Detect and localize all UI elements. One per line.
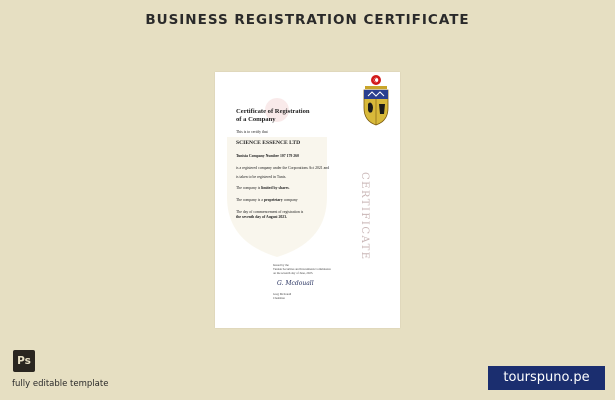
photoshop-icon: Ps	[13, 350, 35, 372]
issued-line1: Issued by the	[273, 263, 289, 267]
certificate-watermark: CERTIFICATE	[359, 172, 370, 261]
proprietary-prefix: The company is a	[236, 198, 264, 202]
limited-suffix: .	[288, 186, 290, 190]
proprietary-bold: proprietary	[263, 198, 283, 202]
proprietary-suffix: company	[282, 198, 298, 202]
certificate-title-line2: of a Company	[236, 116, 276, 123]
signer-block	[273, 293, 291, 301]
issued-line3: on the seventh day of June, 2023.	[273, 270, 314, 275]
limited-bold: limited by shares	[261, 186, 289, 190]
company-number: Tunisia Company Number 107 179 260	[236, 154, 299, 158]
commencement-date: the seventh day of August 2023.	[236, 215, 288, 219]
certificate-document	[215, 72, 400, 328]
page-heading: BUSINESS REGISTRATION CERTIFICATE	[145, 12, 470, 28]
tunisia-coat-of-arms-icon	[360, 74, 392, 126]
limited-statement	[236, 186, 290, 190]
company-name: SCIENCE ESSENCE LTD	[236, 140, 301, 146]
limited-prefix: The company is	[236, 186, 262, 190]
brand-badge[interactable]: tourspuno.pe	[488, 366, 605, 390]
registered-location: is taken to be registered in Tunis.	[236, 175, 287, 179]
signer-name: Greg Mcdouall	[273, 292, 292, 296]
editable-template-caption: fully editable template	[12, 379, 109, 389]
certificate-title	[236, 108, 310, 124]
issued-line2: Tunisia Securities and Investments Commission	[273, 266, 331, 271]
signer-title: Chairman	[273, 295, 285, 300]
issued-by-block	[273, 264, 331, 275]
commencement-text: The day of commencement of registration is	[236, 210, 304, 214]
proprietary-statement	[236, 198, 298, 202]
certify-text: This is to certify that	[236, 130, 268, 134]
signature: G. Mcdouall	[277, 280, 314, 287]
registered-statement: is a registered company under the Corporations Act 2021 and	[236, 166, 330, 170]
certificate-title-line1: Certificate of Registration	[236, 108, 310, 115]
